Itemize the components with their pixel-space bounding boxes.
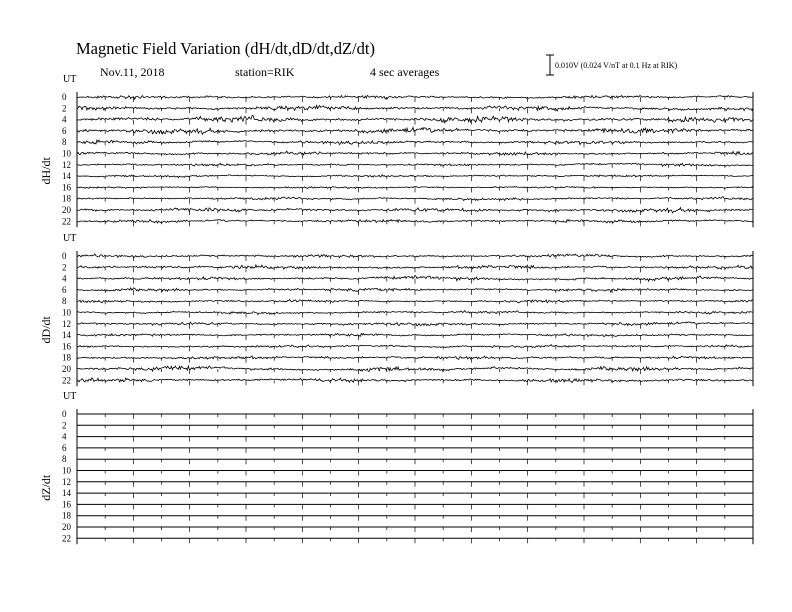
row-ticks xyxy=(77,459,753,464)
row-label: 10 xyxy=(62,148,71,159)
row-ticks xyxy=(77,108,753,113)
row-label: 20 xyxy=(62,205,71,215)
row-label: 8 xyxy=(62,454,67,465)
row-ticks xyxy=(77,516,753,521)
row-label: 6 xyxy=(62,442,67,453)
row-label: 20 xyxy=(62,522,71,532)
row-label: 8 xyxy=(62,296,67,307)
panel-dh-dt xyxy=(39,74,753,227)
row-ticks xyxy=(77,527,753,532)
row-label: 14 xyxy=(62,171,71,182)
row-ticks xyxy=(77,290,753,295)
row-label: 0 xyxy=(62,92,67,102)
row-label: 18 xyxy=(62,193,71,204)
row-ticks xyxy=(77,267,753,272)
row-label: 4 xyxy=(62,114,67,125)
row-ticks xyxy=(77,448,753,453)
ut-axis-label: UT xyxy=(63,391,77,402)
panel-label: dD/dt xyxy=(39,316,53,344)
trace-line xyxy=(77,254,753,258)
ut-axis-label: UT xyxy=(63,74,77,85)
row-label: 0 xyxy=(62,409,67,419)
scale-bar xyxy=(546,55,554,75)
row-label: 4 xyxy=(62,431,67,442)
row-label: 16 xyxy=(62,182,71,193)
row-ticks xyxy=(77,131,753,136)
row-ticks xyxy=(77,97,753,102)
row-label: 18 xyxy=(62,510,71,521)
row-label: 14 xyxy=(62,330,71,341)
panel-label: dZ/dt xyxy=(39,474,53,501)
row-label: 2 xyxy=(62,103,67,114)
row-ticks xyxy=(77,335,753,340)
row-ticks xyxy=(77,120,753,125)
row-label: 14 xyxy=(62,488,71,499)
scale-note: 0.010V (0.024 V/nT at 0.1 Hz at RIK) xyxy=(555,61,678,70)
averaging-label: 4 sec averages xyxy=(370,65,440,79)
panel-dd-dt xyxy=(39,233,753,386)
row-ticks xyxy=(77,165,753,170)
row-ticks xyxy=(77,493,753,498)
row-ticks xyxy=(77,471,753,476)
row-label: 20 xyxy=(62,364,71,374)
row-ticks xyxy=(77,358,753,363)
row-label: 22 xyxy=(62,216,71,227)
row-label: 22 xyxy=(62,375,71,386)
row-ticks xyxy=(77,313,753,318)
row-ticks xyxy=(77,187,753,192)
row-label: 8 xyxy=(62,137,67,148)
row-label: 12 xyxy=(62,159,71,170)
row-label: 16 xyxy=(62,341,71,352)
row-label: 4 xyxy=(62,273,67,284)
row-ticks xyxy=(77,504,753,509)
row-label: 2 xyxy=(62,262,67,273)
page-title: Magnetic Field Variation (dH/dt,dD/dt,dZ/dt) xyxy=(76,39,375,58)
row-ticks xyxy=(77,425,753,430)
row-ticks xyxy=(77,538,753,543)
row-ticks xyxy=(77,437,753,442)
row-ticks xyxy=(77,414,753,419)
row-label: 12 xyxy=(62,318,71,329)
station-label: station=RIK xyxy=(235,65,295,79)
date-label: Nov.11, 2018 xyxy=(100,65,165,79)
row-label: 16 xyxy=(62,499,71,510)
row-label: 18 xyxy=(62,352,71,363)
row-label: 22 xyxy=(62,533,71,544)
row-label: 0 xyxy=(62,251,67,261)
panel-dz-dt xyxy=(39,391,753,544)
ut-axis-label: UT xyxy=(63,233,77,244)
row-label: 12 xyxy=(62,476,71,487)
row-label: 2 xyxy=(62,420,67,431)
row-ticks xyxy=(77,482,753,487)
row-label: 6 xyxy=(62,125,67,136)
row-label: 6 xyxy=(62,284,67,295)
row-ticks xyxy=(77,221,753,226)
row-label: 10 xyxy=(62,307,71,318)
row-ticks xyxy=(77,199,753,204)
row-label: 10 xyxy=(62,465,71,476)
panel-label: dH/dt xyxy=(39,157,53,185)
